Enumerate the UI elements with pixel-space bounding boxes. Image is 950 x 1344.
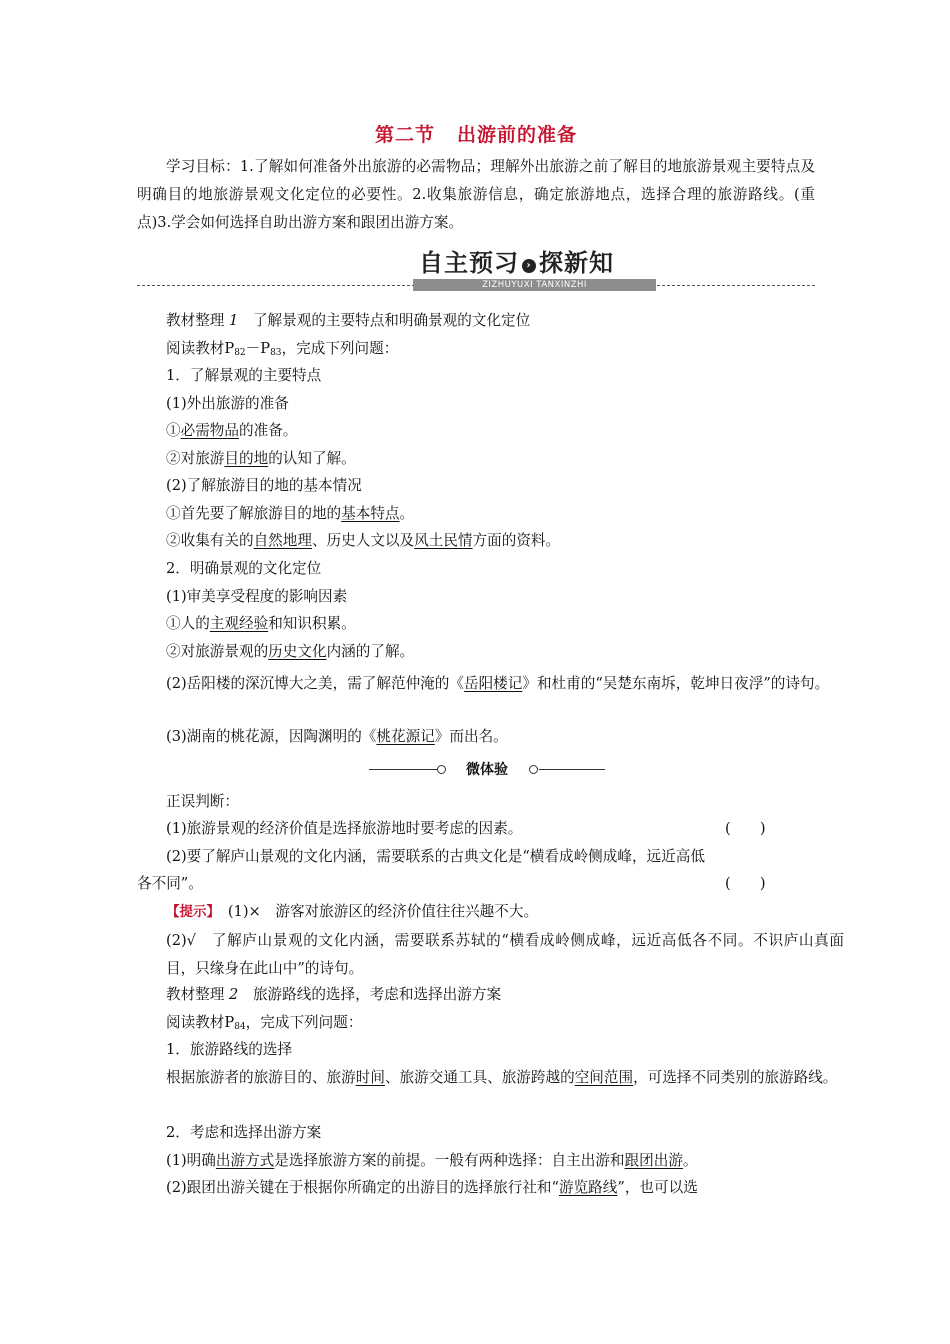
answer-blank: 时间 (355, 1069, 385, 1086)
list-item: ①人的主观经验和知识积累。 (166, 615, 356, 632)
answer-blank: 跟团出游 (624, 1152, 683, 1169)
answer-blank: 目的地 (224, 450, 269, 467)
list-item: (1)审美享受程度的影响因素 (166, 588, 348, 605)
list-item: (2)了解旅游目的地的基本情况 (166, 477, 362, 494)
answer-parenthesis: ( ) (725, 875, 766, 892)
section-number: 第二节 (374, 124, 435, 146)
quiz-question-cont: 各不同”。 ( ) (137, 875, 766, 892)
list-item: (2)岳阳楼的深沉博大之美，需了解范仲淹的《岳阳楼记》和杜甫的“吴楚东南坼，乾坤日夜浮”的诗句。 (166, 675, 830, 692)
list-item: 2．明确景观的文化定位 (166, 560, 322, 577)
answer-blank: 主观经验 (209, 615, 269, 632)
answer-blank: 岳阳楼记 (463, 675, 523, 692)
list-item: (1)明确出游方式是选择旅游方案的前提。一般有两种选择：自主出游和跟团出游。 (166, 1152, 698, 1169)
banner-subtitle: ZIZHUYUXI TANXINZHI (413, 279, 656, 291)
list-item: ②对旅游目的地的认知了解。 (166, 450, 356, 467)
learning-objectives: 学习目标：1.了解如何准备外出旅游的必需物品；理解外出旅游之前了解目的地旅游景观主要特点及明确目的地旅游景观文化定位的必要性。2.收集旅游信息，确定旅游地点，选择合理的旅游路线。(重点)3.学会如何选择自助出游方案和跟团出游方案。 (137, 158, 815, 231)
mini-experience-label: 微体验 (466, 762, 508, 778)
answer-blank: 自然地理 (253, 532, 312, 549)
answer-blank: 基本特点 (341, 505, 400, 522)
list-item: ②对旅游景观的历史文化内涵的了解。 (166, 643, 415, 660)
tip-label: 【提示】 (166, 904, 214, 920)
banner-title: 自主预习 › 探新知 (419, 249, 614, 277)
answer-blank: 风土民情 (414, 532, 473, 549)
list-item: 1．旅游路线的选择 (166, 1041, 293, 1058)
list-item: (1)外出旅游的准备 (166, 395, 289, 412)
answer-blank: 出游方式 (215, 1152, 275, 1169)
quiz-question: (1)旅游景观的经济价值是选择旅游地时要考虑的因素。 ( ) (166, 820, 766, 837)
list-item: 2．考虑和选择出游方案 (166, 1124, 322, 1141)
section-title (137, 120, 815, 147)
list-item: ①必需物品的准备。 (166, 422, 298, 439)
list-item: ②收集有关的自然地理、历史人文以及风土民情方面的资料。 (166, 532, 561, 549)
quiz-answer: 【提示】 (1)× 游客对旅游区的经济价值往往兴趣不大。 (166, 903, 539, 920)
reading-instruction-2: 阅读教材$P_{84}$，完成下列问题： (166, 1014, 363, 1032)
list-item: (2)跟团出游关键在于根据你所确定的出游目的选择旅行社和“游览路线”，也可以选 (166, 1179, 698, 1196)
mini-experience-divider (369, 759, 605, 781)
material-heading-1: 教材整理 1 了解景观的主要特点和明确景观的文化定位 (166, 312, 531, 329)
quiz-question: (2)要了解庐山景观的文化内涵，需要联系的古典文化是“横看成岭侧成峰，远近高低 (166, 848, 705, 865)
quiz-label: 正误判断： (166, 793, 239, 810)
answer-blank: 历史文化 (268, 643, 327, 660)
list-item: 1．了解景观的主要特点 (166, 367, 322, 384)
list-item: 根据旅游者的旅游目的、旅游时间、旅游交通工具、旅游跨越的空间范围，可选择不同类别的旅游路线。 (166, 1069, 838, 1086)
material-heading-2: 教材整理 2 旅游路线的选择，考虑和选择出游方案 (166, 986, 502, 1003)
reading-instruction-1: 阅读教材$P_{82}-P_{83}$，完成下列问题： (166, 340, 399, 358)
arrow-icon: › (522, 259, 536, 273)
quiz-answer: (2)√ 了解庐山景观的文化内涵，需要联系苏轼的“横看成岭侧成峰，远近高低各不同。不识庐山真面目，只缘身在此山中”的诗句。 (166, 932, 844, 977)
answer-blank: 游览路线 (558, 1179, 618, 1196)
section-name: 出游前的准备 (457, 124, 578, 146)
answer-blank: 桃花源记 (376, 728, 435, 745)
answer-blank: 空间范围 (574, 1069, 634, 1086)
answer-parenthesis: ( ) (725, 820, 766, 837)
answer-blank: 必需物品 (180, 422, 239, 439)
preview-banner (137, 246, 815, 294)
list-item: ①首先要了解旅游目的地的基本特点。 (166, 505, 415, 522)
list-item: (3)湖南的桃花源，因陶渊明的《桃花源记》而出名。 (166, 728, 508, 745)
